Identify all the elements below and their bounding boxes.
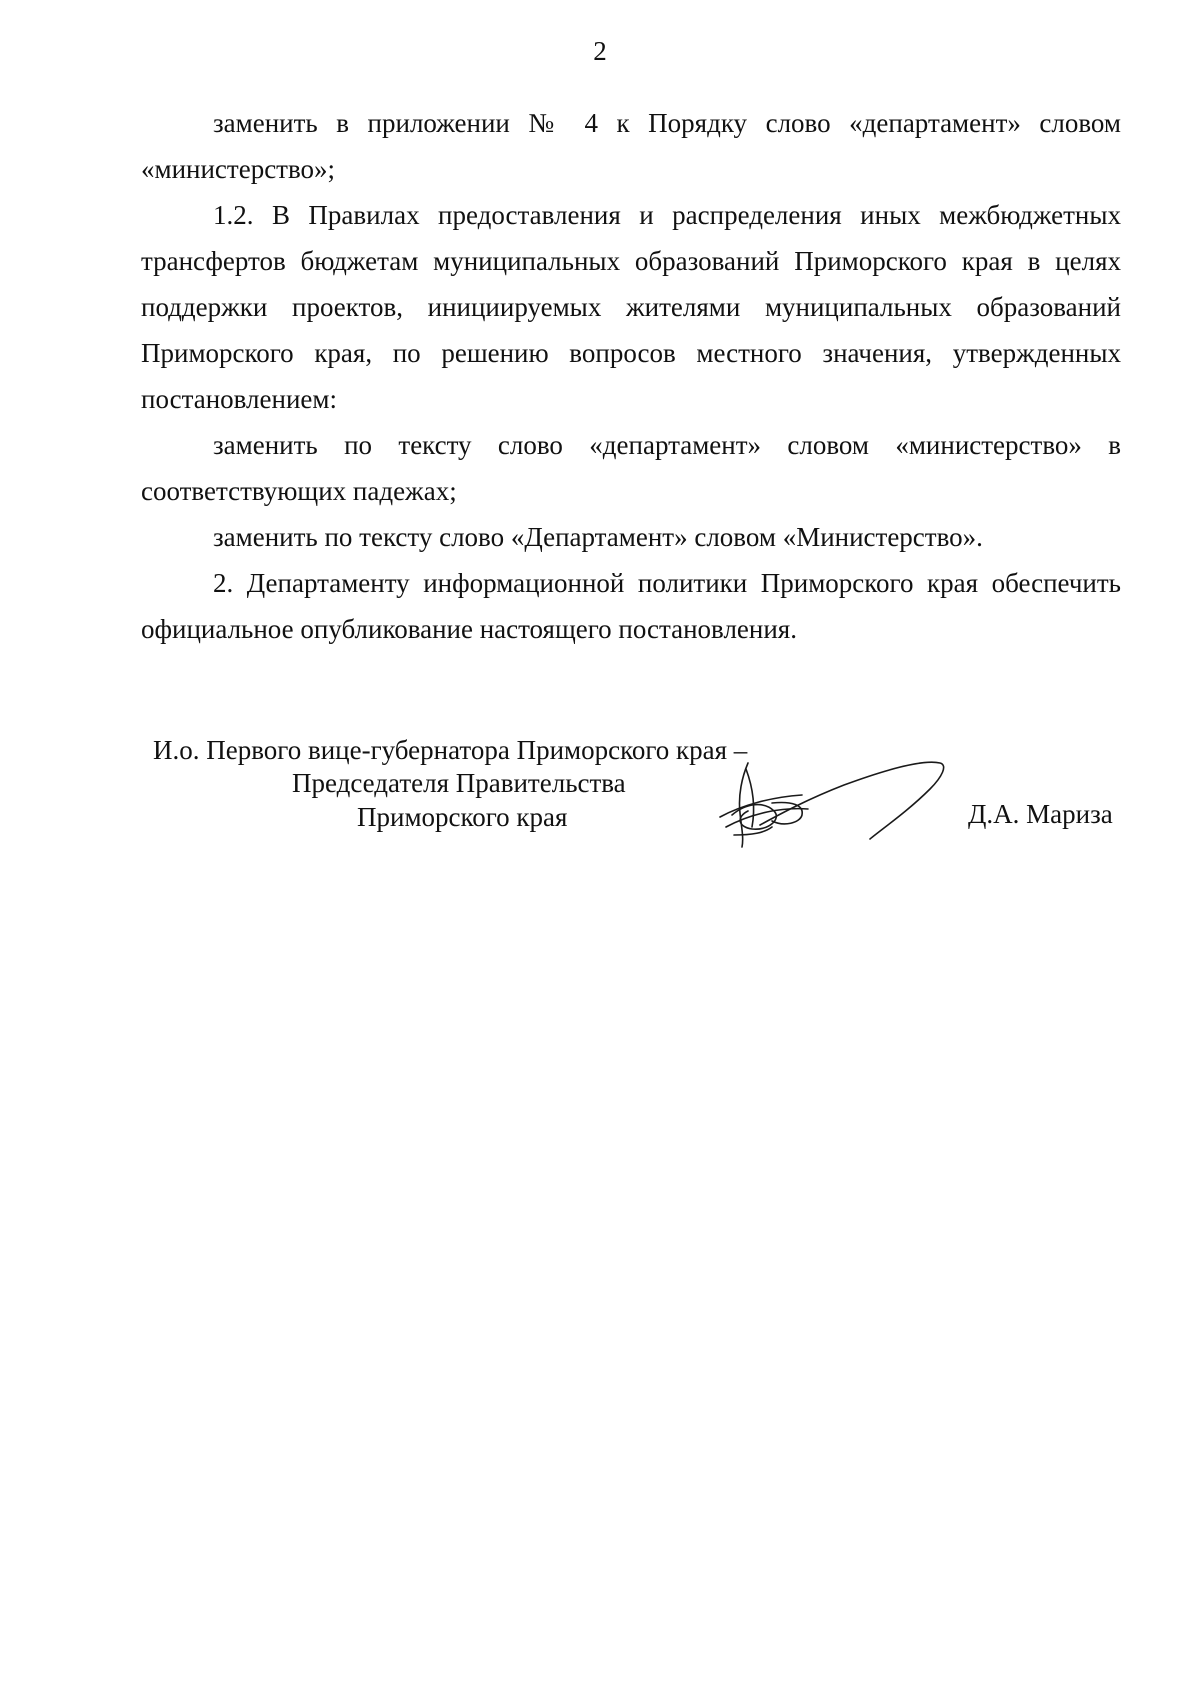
- paragraph-rules-1-2: 1.2. В Правилах предоставления и распределения иных межбюджетных трансфертов бюджетам муниципальных образований Приморского края в целях поддержки проектов, инициируемых жителями муниципальных образований Приморского края, по решению вопросов местного значения, утвержденных постановлением:: [141, 200, 1121, 414]
- paragraph-replace-capitalized: заменить по тексту слово «Департамент» словом «Министерство».: [213, 522, 983, 552]
- page-number: 2: [593, 36, 607, 66]
- paragraph-replace-cases: заменить по тексту слово «департамент» словом «министерство» в соответствующих падежах;: [141, 430, 1121, 506]
- handwritten-signature: [712, 755, 964, 851]
- signer-position-line1: И.о. Первого вице-губернатора Приморского края –: [153, 735, 748, 765]
- signature-block: [0, 733, 1200, 853]
- paragraph-replace-appendix: заменить в приложении № 4 к Порядку слово «департамент» словом «министерство»;: [141, 108, 1121, 184]
- signer-position-line3: Приморского края: [357, 802, 568, 832]
- signer-position-line2: Председателя Правительства: [292, 768, 626, 798]
- paragraph-publication: 2. Департаменту информационной политики Приморского края обеспечить официальное опубликование настоящего постановления.: [141, 568, 1121, 644]
- document-body: [141, 100, 1121, 652]
- signer-name: Д.А. Мариза: [968, 799, 1113, 829]
